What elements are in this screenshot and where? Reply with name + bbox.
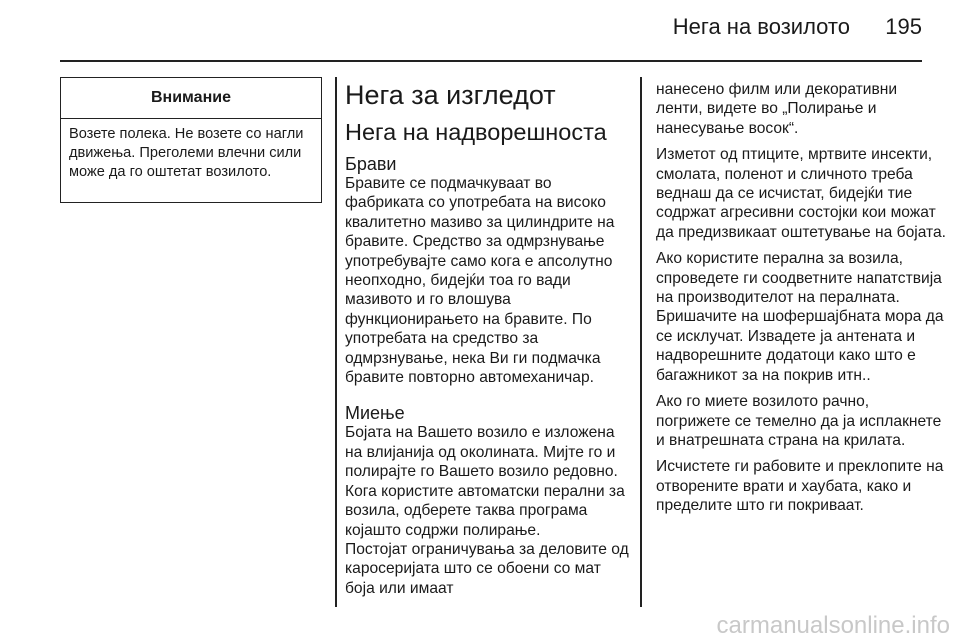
warning-text: Возете полека. Не возете со нагли движења. Преголеми влечни сили може да го оштетат возилото. — [69, 126, 304, 180]
locks-text: Бравите се подмачкуваат во фабриката со употребата на високо квалитетно мазиво за цилиндрите на бравите. Средство за одмрзнување употребувајте само кога е апсолутно неопходно, бидејќи тоа го вади мазивото и го влошува функционирањето на бравите. По употребата на средство за одмрзнување, нека Ви ги подмачка бравите повторно автомеханичар. — [345, 175, 615, 387]
paragraph: Исчистете ги рабовите и преклопите на отворените врати и хаубата, како и пределите што ги покриваат. — [656, 458, 944, 515]
washing-text: Бојата на Вашето возило е изложена на влијанија од околината. Мијте го и полирајте го Вашето возило редовно. Кога користите автоматски перални за возила, одберете таква програма којашто содржи полирање. — [345, 424, 625, 539]
header-title: Нега на возилото — [672, 14, 850, 39]
column-divider-right — [640, 77, 642, 607]
heading-exterior-care: Нега на надворешноста — [345, 119, 607, 145]
paragraph: нанесено филм или декоративни ленти, видете во „Полирање и нанесување восок“. — [656, 81, 898, 137]
warning-box — [60, 77, 322, 203]
heading-washing: Миење — [345, 403, 405, 424]
heading-appearance-care: Нега за изгледот — [345, 80, 556, 110]
paragraph: Ако користите перална за возила, спроведете ги соодветните напатствија на производителот на пералната. Бришачите на шофершајбната мора да се исклучат. Извадете ја антената и надворешните додатоци како што е багажникот за на покрив итн.. — [656, 250, 944, 384]
right-column — [656, 80, 946, 523]
page-number: 195 — [885, 14, 922, 39]
warning-title: Внимание — [61, 78, 321, 119]
heading-locks: Брави — [345, 154, 397, 174]
washing-text-matte: Постојат ограничувања за деловите од каросеријата што се обоени со мат боја или имаат — [345, 540, 629, 597]
header-rule — [60, 60, 922, 62]
paragraph: Ако го миете возилото рачно, погрижете се темелно да ја исплакнете и внатрешната страна на крилата. — [656, 393, 942, 449]
watermark-text: carmanualsonline.info — [716, 612, 950, 639]
column-divider-left — [335, 77, 337, 607]
middle-column — [345, 80, 630, 598]
paragraph: Изметот од птиците, мртвите инсекти, смолата, поленот и сличното треба веднаш да се исчистат, бидејќи тие содржат агресивни состојки кои можат да предизвикаат оштетување на бојата. — [656, 146, 947, 241]
